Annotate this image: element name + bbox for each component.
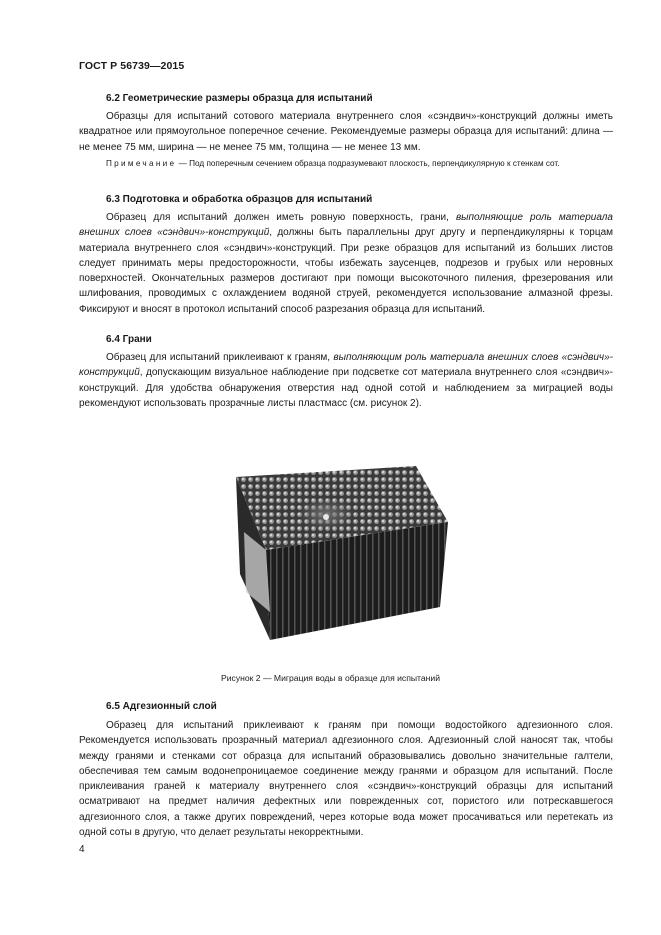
section-heading-6-4: 6.4 Грани [106, 334, 152, 345]
paragraph-text-b: , должны быть параллельны друг другу и перпендикулярны к торцам материала внутреннего слоя «сэндвич»-конструкций. При резке образцов для испытаний из больших листов следует принимать меры предосторожности, чтобы избежать заусенцев, подрезов и грубых или неровных поверхностей. Окончательных размеров достигают при помощи высокоточного пиления, фрезерования или шлифования, проводимых с охлаждением водяной струей, рекомендуется использование алмазной фрезы. Фиксируют и вносят в протокол испытаний способ разрезания образца для испытаний. [79, 227, 614, 315]
document-code: ГОСТ Р 56739—2015 [79, 60, 185, 72]
paragraph-text-italic: выполняющие роль материала внешних слоев «сэндвич»-конструкций [79, 212, 613, 239]
note-text: — Под поперечным сечением образца подразумевают плоскость, перпендикулярную к стенкам сот. [176, 159, 560, 168]
paragraph-6-2 [79, 109, 613, 155]
note-6-2 [79, 158, 613, 170]
paragraph-text-italic: выполняющим роль материала внешних слоев «сэндвич»-конструкций [79, 352, 613, 379]
honeycomb-specimen-image [226, 462, 450, 662]
section-heading-6-2: 6.2 Геометрические размеры образца для испытаний [106, 93, 373, 104]
paragraph-text: Образцы для испытаний сотового материала внутреннего слоя «сэндвич»-конструкций должны иметь квадратное или прямоугольное поперечное сечение. Рекомендуемые размеры образца для испытаний: длина — не менее 75 мм, ширина — не менее 75 мм, толщина — не менее 13 мм. [79, 111, 613, 153]
note-label: Примечание [106, 159, 177, 168]
section-heading-6-3: 6.3 Подготовка и обработка образцов для испытаний [106, 194, 373, 205]
figure-caption: Рисунок 2 — Миграция воды в образце для испытаний [220, 673, 440, 683]
section-heading-6-5: 6.5 Адгезионный слой [106, 701, 217, 712]
paragraph-text-a: Образец для испытаний приклеивают к граням, [106, 352, 334, 363]
paragraph-text: Образец для испытаний приклеивают к граням при помощи водостойкого адгезионного слоя. Рекомендуется использовать прозрачный материал адгезионного слоя. Адгезионный слой наносят так, чтобы между гранями и стенками сот образца для испытаний образовывались довольно значительные галтели, обеспечивая тем самым водонепроницаемое соединение между гранями и образцом для испытаний. После приклеивания граней к материалу внутреннего слоя «сэндвич»-конструкций образцы для испытаний осматривают на предмет наличия дефектных или поврежденных сот, пористого или потрескавшегося адгезионного слоя, а также других повреждений, через которые вода может просачиваться или перетекать из одной соты в другую, что делает результаты некорректными. [79, 720, 613, 839]
paragraph-6-3 [79, 210, 613, 317]
paragraph-text-a: Образец для испытаний должен иметь ровную поверхность, грани, [106, 212, 456, 223]
page-number: 4 [79, 844, 85, 855]
paragraph-6-4 [79, 350, 613, 411]
paragraph-text-b: , допускающим визуальное наблюдение при подсветке сот материала внутреннего слоя «сэндвич»-конструкций. Для удобства обнаружения отверстия над одной сотой и наблюдением за миграцией воды рекомендуют использовать прозрачные листы пластмасс (см. рисунок 2). [79, 367, 613, 409]
paragraph-6-5 [79, 718, 613, 840]
